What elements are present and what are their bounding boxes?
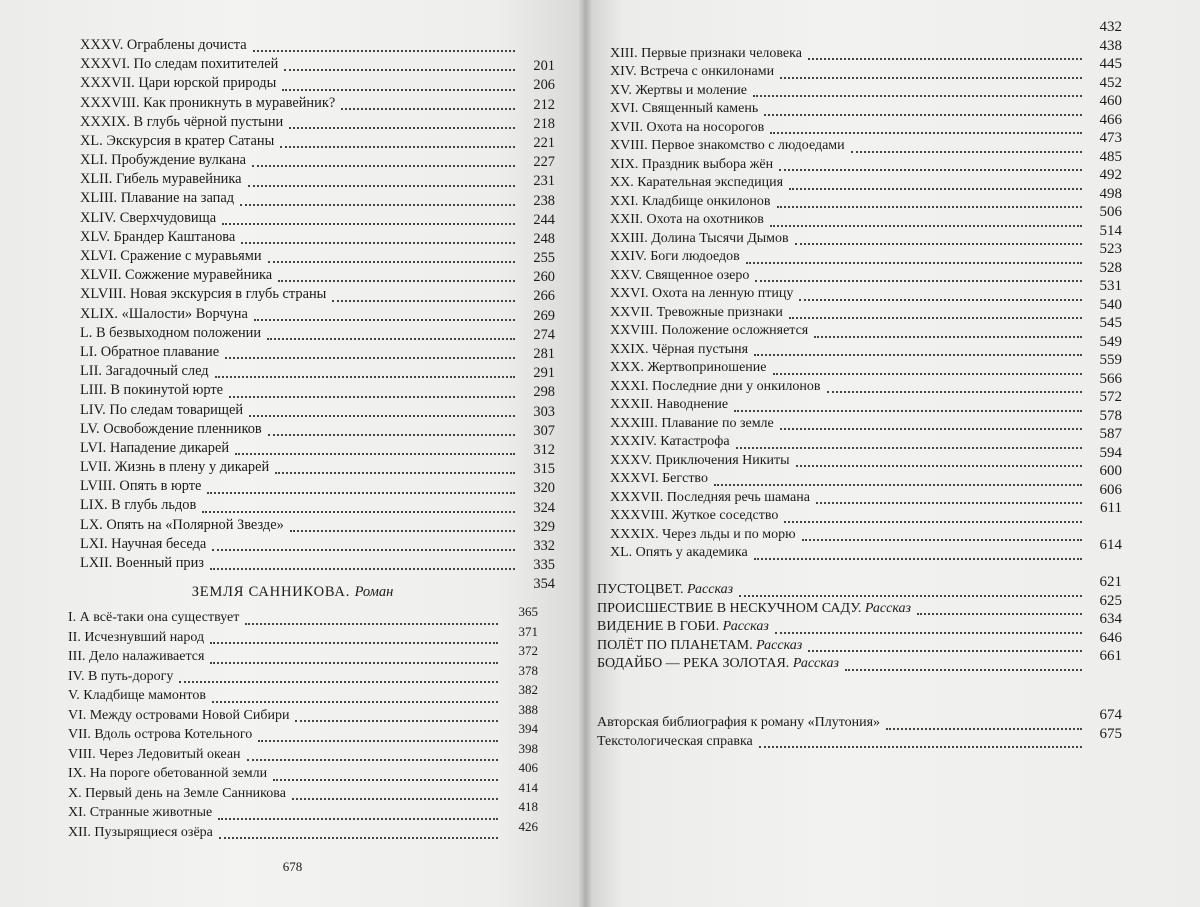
toc-page-number: 566 — [1099, 370, 1122, 387]
toc-entry — [68, 721, 538, 747]
toc-entry — [68, 701, 538, 728]
toc-dot-leader — [268, 433, 515, 436]
toc-dot-leader — [802, 538, 1082, 541]
toc-entry — [68, 662, 538, 689]
toc-page-number: 572 — [1099, 389, 1122, 405]
toc-dot-leader — [241, 241, 515, 244]
toc-page-number: 675 — [1099, 725, 1122, 742]
toc-entry-title: LII. Загадочный след — [80, 363, 209, 380]
toc-entry-title: ПРОИСШЕСТВИЕ В НЕСКУЧНОМ САДУ. Рассказ — [597, 600, 911, 616]
toc-dot-leader — [240, 203, 515, 206]
toc-page-number: 466 — [1099, 111, 1122, 128]
toc-entry — [68, 740, 538, 767]
toc-page-number: 244 — [533, 211, 555, 228]
toc-dot-leader — [249, 414, 515, 417]
toc-entry-title: XXXVI. По следам похитителей — [80, 56, 279, 73]
toc-entry-title: LIX. В глубь льдов — [80, 497, 197, 514]
toc-dot-leader — [280, 145, 515, 148]
toc-page-number: 406 — [518, 760, 538, 775]
toc-entry — [68, 818, 538, 845]
toc-entry-title: XVII. Охота на носорогов — [610, 119, 765, 135]
toc-entry-title: XIV. Встреча с онкилонами — [610, 64, 775, 80]
toc-entry-title: XLIV. Сверхчудовища — [80, 209, 217, 226]
toc-dot-leader — [779, 168, 1082, 171]
toc-page-number: 332 — [533, 537, 555, 554]
toc-dot-leader — [210, 641, 498, 644]
toc-dot-leader — [789, 316, 1082, 319]
toc-dot-leader — [268, 260, 515, 263]
toc-dot-leader — [754, 557, 1082, 560]
toc-entry — [597, 725, 1122, 754]
toc-page-number: 274 — [533, 326, 555, 343]
toc-dot-leader — [215, 375, 515, 378]
toc-page-number: 307 — [533, 422, 555, 439]
toc-entry-title: LIV. По следам товарищей — [80, 401, 244, 418]
toc-entry-title: XXIII. Долина Тысячи Дымов — [610, 230, 789, 246]
toc-dot-leader — [210, 567, 515, 570]
toc-dot-leader — [245, 622, 498, 625]
toc-entry-title: XXXII. Наводнение — [610, 397, 729, 413]
toc-page-number: 227 — [533, 154, 555, 171]
toc-entry — [68, 604, 538, 630]
toc-page-number: 378 — [518, 662, 538, 678]
toc-entry-title: LVI. Нападение дикарей — [80, 439, 230, 456]
toc-page-number: 281 — [533, 346, 555, 362]
toc-entry-title: LXI. Научная беседа — [80, 535, 207, 552]
toc-page-number: 514 — [1099, 222, 1122, 239]
toc-entry-title: XXX. Жертвоприношение — [610, 360, 767, 376]
toc-dot-leader — [827, 390, 1083, 393]
toc-entry-title: X. Первый день на Земле Санникова — [68, 785, 286, 801]
toc-page-number: 212 — [533, 96, 555, 113]
toc-entry-title: XVI. Священный камень — [610, 101, 759, 117]
toc-page-number: 266 — [533, 288, 555, 305]
toc-entry-title: XXI. Кладбище онкилонов — [610, 193, 771, 209]
toc-dot-leader — [212, 700, 498, 703]
toc-dot-leader — [746, 261, 1082, 264]
toc-entry-title: XXXVIII. Как проникнуть в муравейник? — [80, 94, 336, 111]
toc-entry-title: XXXVIII. Жуткое соседство — [610, 508, 779, 524]
toc-entry-title: XXXIX. В глубь чёрной пустыни — [80, 113, 284, 130]
toc-entry-title: XIX. Праздник выбора жён — [610, 156, 774, 172]
toc-entry-genre: Рассказ — [756, 637, 803, 653]
toc-dot-leader — [754, 353, 1082, 356]
toc-entry-title: XVIII. Первое знакомство с людоедами — [610, 138, 845, 154]
toc-entry-title: II. Исчезнувший народ — [68, 629, 205, 645]
toc-entry-genre: Рассказ — [722, 619, 769, 635]
toc-page-number: 492 — [1099, 167, 1122, 183]
toc-dot-leader — [755, 279, 1082, 282]
toc-entry-title: XXVII. Тревожные признаки — [610, 304, 783, 320]
toc-page-number: 388 — [518, 701, 538, 717]
toc-page-number: 398 — [518, 740, 538, 756]
toc-page-number: 324 — [533, 499, 555, 516]
toc-entry-title: XLV. Брандер Каштанова — [80, 228, 236, 245]
toc-entry — [597, 648, 1122, 676]
toc-entry-title: Авторская библиография к роману «Плутония» — [597, 715, 881, 731]
toc-entry — [68, 682, 538, 708]
toc-dot-leader — [212, 548, 515, 551]
toc-dot-leader — [179, 680, 498, 683]
toc-dot-leader — [816, 501, 1082, 504]
toc-dot-leader — [202, 510, 515, 513]
toc-dot-leader — [799, 298, 1082, 301]
toc-dot-leader — [207, 491, 515, 494]
toc-dot-leader — [851, 150, 1082, 153]
toc-dot-leader — [777, 205, 1082, 208]
toc-dot-leader — [770, 131, 1082, 134]
section-subtitle: Роман — [354, 584, 394, 600]
toc-dot-leader — [808, 649, 1082, 652]
toc-page-number: 255 — [533, 250, 555, 267]
toc-page-number: 587 — [1099, 426, 1122, 442]
toc-dot-leader — [759, 745, 1082, 748]
toc-entry-title: XXIX. Чёрная пустыня — [610, 341, 749, 357]
toc-dot-leader — [795, 242, 1082, 245]
toc-entry-title: IV. В путь-дорогу — [68, 668, 174, 684]
toc-dot-leader — [292, 797, 498, 800]
toc-entry-title: XLI. Пробуждение вулкана — [80, 152, 247, 169]
toc-page-number: 335 — [533, 557, 555, 574]
toc-entry-title: LXII. Военный приз — [80, 555, 204, 572]
toc-page-number: 578 — [1099, 407, 1122, 424]
toc-list-left-top — [80, 38, 555, 594]
toc-page-number: 365 — [518, 604, 538, 619]
toc-dot-leader — [332, 299, 515, 302]
toc-page-number: 291 — [533, 365, 555, 382]
toc-entry-title: XXVIII. Положение осложняется — [610, 323, 809, 339]
toc-entry-title: XXXVII. Последняя речь шамана — [610, 489, 810, 505]
toc-dot-leader — [273, 778, 498, 781]
toc-entry-title: ПОЛЁТ ПО ПЛАНЕТАМ. Рассказ — [597, 637, 803, 653]
toc-page-number: 201 — [533, 58, 555, 75]
toc-dot-leader — [247, 758, 498, 761]
book-gutter — [578, 0, 592, 907]
toc-page-number: 382 — [518, 682, 538, 697]
toc-dot-leader — [789, 187, 1082, 190]
toc-dot-leader — [739, 594, 1082, 597]
toc-entry-title: XLII. Гибель муравейника — [80, 171, 242, 188]
toc-list-right-appendix — [597, 707, 1122, 753]
toc-entry-title: XXXIX. Через льды и по морю — [610, 526, 796, 542]
toc-page-number: 372 — [518, 643, 538, 658]
toc-dot-leader — [295, 719, 498, 722]
toc-entry-title: IX. На пороге обетованной земли — [68, 766, 268, 782]
toc-page-number: 231 — [533, 173, 555, 190]
toc-entry — [68, 799, 538, 825]
toc-entry-genre: Рассказ — [687, 582, 734, 598]
toc-page-number: 523 — [1099, 241, 1122, 257]
section-title: ЗЕМЛЯ САННИКОВА. — [191, 584, 351, 600]
toc-page-number: 545 — [1099, 315, 1122, 331]
toc-page-number: 315 — [533, 461, 555, 478]
toc-entry-title: XXXIV. Катастрофа — [610, 434, 730, 450]
toc-entry-title: ВИДЕНИЕ В ГОБИ. Рассказ — [597, 619, 769, 635]
toc-dot-leader — [235, 452, 515, 455]
toc-entry-title: LX. Опять на «Полярной Звезде» — [80, 516, 284, 533]
toc-page-number: 298 — [533, 384, 555, 401]
toc-page-number: 394 — [518, 721, 538, 736]
toc-page-number: 531 — [1099, 278, 1122, 294]
toc-dot-leader — [225, 356, 515, 359]
toc-entry-title: XXXV. Ограблены дочиста — [80, 36, 247, 53]
toc-dot-leader — [219, 836, 498, 839]
toc-page-number: 485 — [1099, 148, 1122, 165]
toc-entry-title: XXXV. Приключения Никиты — [610, 452, 790, 468]
toc-dot-leader — [253, 49, 515, 52]
toc-dot-leader — [736, 446, 1082, 449]
toc-dot-leader — [714, 483, 1082, 486]
toc-page-number: 312 — [533, 441, 555, 458]
toc-page-number: 218 — [533, 115, 555, 132]
toc-page-number: 559 — [1099, 352, 1122, 368]
toc-dot-leader — [254, 318, 515, 321]
toc-entry-title: XII. Пузырящиеся озёра — [68, 824, 213, 840]
toc-dot-leader — [278, 279, 515, 282]
toc-list-right-chapters — [610, 19, 1122, 565]
toc-dot-leader — [780, 76, 1082, 79]
toc-page-number: 594 — [1099, 444, 1122, 461]
toc-entry-title: XV. Жертвы и моление — [610, 82, 747, 98]
toc-page-number: 426 — [518, 818, 538, 834]
toc-entry — [610, 537, 1122, 565]
toc-dot-leader — [780, 427, 1082, 430]
toc-page-number: 354 — [533, 576, 555, 593]
toc-entry-title: XX. Карательная экспедиция — [610, 175, 784, 191]
toc-entry — [68, 760, 538, 786]
toc-entry-title: Текстологическая справка — [597, 733, 753, 749]
toc-entry — [68, 623, 538, 650]
toc-entry-title: LI. Обратное плавание — [80, 343, 220, 360]
toc-dot-leader — [218, 817, 498, 820]
toc-entry-title: LV. Освобождение пленников — [80, 420, 262, 437]
toc-dot-leader — [886, 727, 1082, 730]
toc-dot-leader — [282, 88, 515, 91]
toc-entry-title: VIII. Через Ледовитый океан — [68, 746, 241, 762]
toc-dot-leader — [210, 661, 498, 664]
toc-entry-title: XXXVI. Бегство — [610, 471, 708, 487]
toc-page-number: 432 — [1099, 19, 1122, 35]
toc-dot-leader — [275, 471, 515, 474]
toc-page-number: 646 — [1099, 629, 1122, 646]
toc-page-number: 303 — [533, 403, 555, 420]
toc-page-number: 661 — [1099, 648, 1122, 664]
toc-entry-title: XXXVII. Цари юрской природы — [80, 75, 277, 92]
toc-page-number: 606 — [1099, 481, 1122, 498]
toc-entry-title: XL. Опять у академика — [610, 545, 748, 561]
toc-entry-title: XXIV. Боги людоедов — [610, 249, 740, 265]
toc-entry-genre: Рассказ — [792, 656, 839, 672]
toc-page-number: 438 — [1099, 37, 1122, 54]
toc-entry-title: I. А всё-таки она существует — [68, 610, 240, 626]
toc-dot-leader — [796, 464, 1082, 467]
toc-dot-leader — [252, 164, 515, 167]
toc-dot-leader — [222, 222, 515, 225]
toc-page-number: 540 — [1099, 296, 1122, 313]
toc-dot-leader — [845, 668, 1082, 671]
toc-entry-title: L. В безвыходном положении — [80, 324, 262, 341]
toc-entry-title: III. Дело налаживается — [68, 649, 205, 665]
toc-page-number: 248 — [533, 230, 555, 247]
toc-entry-title: XL. Экскурсия в кратер Сатаны — [80, 132, 275, 149]
toc-dot-leader — [814, 335, 1082, 338]
toc-page-number: 528 — [1099, 259, 1122, 276]
toc-page-number: 473 — [1099, 130, 1122, 146]
toc-page-number: 269 — [533, 307, 555, 324]
toc-entry-title: VII. Вдоль острова Котельного — [68, 727, 253, 743]
toc-dot-leader — [290, 529, 515, 532]
left-page — [0, 0, 585, 907]
toc-page-number: 320 — [533, 480, 555, 497]
toc-entry-title: V. Кладбище мамонтов — [68, 688, 206, 704]
toc-entry-title: XXII. Охота на охотников — [610, 212, 764, 228]
toc-entry-title: XLIII. Плавание на запад — [80, 190, 235, 207]
toc-page-number: 621 — [1099, 574, 1122, 590]
toc-entry-title: XLVI. Сражение с муравьями — [80, 248, 262, 265]
toc-entry — [68, 779, 538, 806]
toc-dot-leader — [229, 395, 515, 398]
toc-entry-title: XXVI. Охота на ленную птицу — [610, 286, 794, 302]
toc-page-number: 674 — [1099, 707, 1122, 723]
toc-page-number: 418 — [518, 799, 538, 814]
toc-page-number: 238 — [533, 192, 555, 209]
toc-entry-title: LIII. В покинутой юрте — [80, 382, 224, 399]
toc-dot-leader — [284, 68, 515, 71]
toc-dot-leader — [258, 739, 498, 742]
toc-entry-title: VI. Между островами Новой Сибири — [68, 707, 290, 723]
toc-page-number: 445 — [1099, 56, 1122, 72]
toc-entry-title: XLVII. Сожжение муравейника — [80, 267, 273, 284]
toc-dot-leader — [773, 372, 1083, 375]
toc-page-number: 498 — [1099, 185, 1122, 202]
toc-entry-title: XXXIII. Плавание по земле — [610, 415, 774, 431]
toc-dot-leader — [267, 337, 515, 340]
toc-list-right-stories — [597, 574, 1122, 676]
toc-page-number: 221 — [533, 134, 555, 151]
toc-dot-leader — [248, 184, 515, 187]
toc-page-number: 634 — [1099, 611, 1122, 627]
toc-page-number: 506 — [1099, 204, 1122, 220]
toc-dot-leader — [917, 612, 1082, 615]
toc-entry-title: ПУСТОЦВЕТ. Рассказ — [597, 582, 734, 598]
toc-page-number: 206 — [533, 77, 555, 94]
toc-dot-leader — [753, 94, 1082, 97]
toc-page-number: 260 — [533, 269, 555, 286]
toc-page-number: 625 — [1099, 592, 1122, 609]
toc-entry-title: LVII. Жизнь в плену у дикарей — [80, 459, 270, 476]
toc-page-number: 329 — [533, 518, 555, 535]
toc-entry — [68, 643, 538, 669]
toc-page-number: 600 — [1099, 463, 1122, 479]
toc-entry-genre: Рассказ — [864, 600, 911, 616]
toc-dot-leader — [764, 113, 1082, 116]
toc-page-number: 611 — [1100, 500, 1122, 516]
toc-dot-leader — [341, 107, 515, 110]
toc-page-number: 549 — [1099, 333, 1122, 350]
toc-entry-title: XXV. Священное озеро — [610, 267, 750, 283]
toc-entry — [80, 556, 555, 575]
toc-dot-leader — [770, 224, 1082, 227]
toc-list-left-bottom — [68, 604, 538, 844]
toc-page-number: 452 — [1099, 74, 1122, 91]
toc-entry-title: XLVIII. Новая экскурсия в глубь страны — [80, 286, 327, 303]
toc-entry-title: БОДАЙБО — РЕКА ЗОЛОТАЯ. Рассказ — [597, 656, 839, 672]
toc-entry-title: XIII. Первые признаки человека — [610, 45, 802, 61]
toc-entry-title: XI. Странные животные — [68, 805, 213, 821]
toc-entry-title: LVIII. Опять в юрте — [80, 478, 202, 495]
toc-page-number: 614 — [1099, 537, 1122, 553]
toc-dot-leader — [775, 631, 1082, 634]
toc-dot-leader — [808, 57, 1082, 60]
toc-page-number: 414 — [518, 779, 538, 795]
toc-dot-leader — [784, 520, 1082, 523]
page-number: 678 — [282, 859, 303, 874]
toc-entry-title: XLIX. «Шалости» Ворчуна — [80, 305, 248, 322]
section-heading — [0, 584, 585, 601]
toc-page-number: 371 — [518, 623, 538, 639]
toc-dot-leader — [289, 126, 515, 129]
toc-entry-title: XXXI. Последние дни у онкилонов — [610, 378, 821, 394]
toc-dot-leader — [734, 409, 1082, 412]
toc-page-number: 460 — [1099, 93, 1122, 109]
